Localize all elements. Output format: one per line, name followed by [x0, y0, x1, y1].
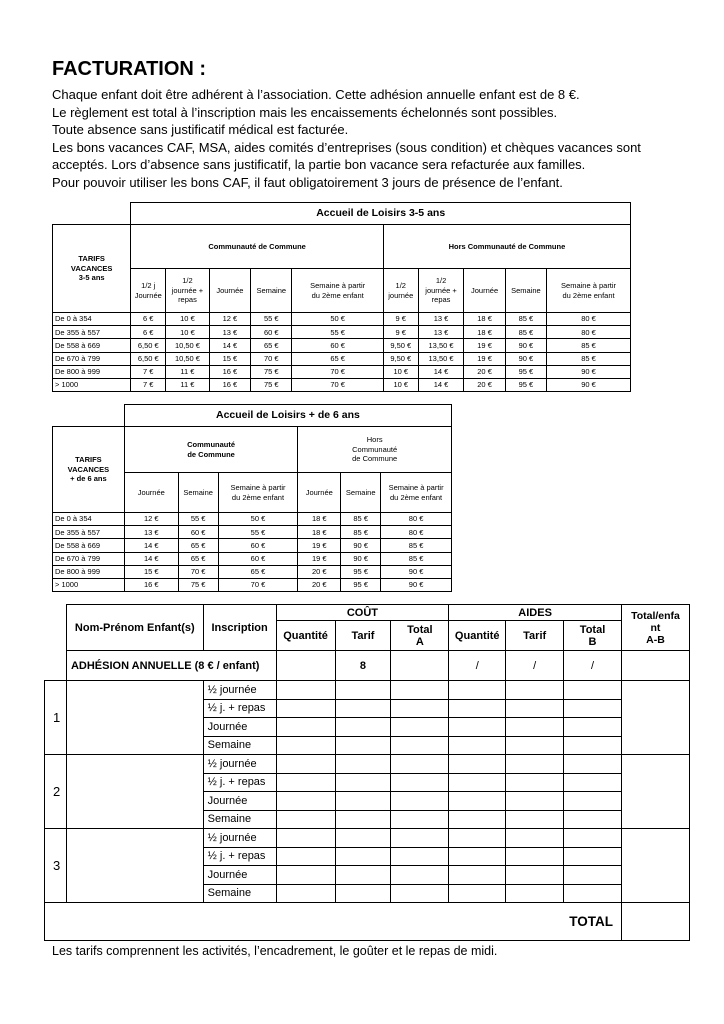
aides-quantite-field[interactable]	[449, 681, 506, 700]
table-cell: 10 €	[383, 378, 418, 391]
table-cell: 19 €	[464, 352, 505, 365]
group-header-communaute: Communauté de Commune	[131, 225, 384, 269]
table-cell: 9 €	[383, 313, 418, 326]
table-cell: 75 €	[178, 578, 218, 591]
table-cell: 70 €	[178, 565, 218, 578]
table-cell: 80 €	[381, 513, 452, 526]
cout-quantite-field[interactable]	[276, 810, 335, 829]
table-cell: 12 €	[124, 513, 178, 526]
adhesion-total-enfant-field[interactable]	[621, 651, 689, 681]
table-row	[53, 526, 452, 539]
header-tarif: Tarif	[335, 621, 391, 651]
inscription-option: ½ j. + repas	[203, 847, 276, 866]
table-row	[53, 352, 631, 365]
child-option-row	[45, 755, 690, 774]
cout-total-a-field[interactable]	[391, 699, 449, 718]
inscription-option: Semaine	[203, 810, 276, 829]
table-cell: 10 €	[166, 326, 210, 339]
income-bracket: De 558 à 669	[53, 539, 125, 552]
table-cell: 9,50 €	[383, 352, 418, 365]
inscription-option: Journée	[203, 866, 276, 885]
table-body	[53, 313, 631, 392]
column-header: 1/2 j Journée	[131, 269, 166, 313]
table-cell: 18 €	[298, 513, 341, 526]
table-cell: 85 €	[381, 539, 452, 552]
aides-quantite-field[interactable]	[449, 718, 506, 737]
table-cell: 13,50 €	[418, 352, 464, 365]
aides-tarif-field[interactable]	[506, 792, 564, 811]
table-row	[53, 365, 631, 378]
cout-quantite-field[interactable]	[276, 829, 335, 848]
child-number: 3	[45, 829, 67, 903]
table-cell: 19 €	[298, 539, 341, 552]
cout-quantite-field[interactable]	[276, 681, 335, 700]
cout-quantite-field[interactable]	[276, 866, 335, 885]
inscription-option: ½ journée	[203, 755, 276, 774]
table-body	[53, 513, 452, 592]
cout-tarif-field[interactable]	[335, 718, 391, 737]
cout-tarif-field[interactable]	[335, 755, 391, 774]
header-nom-prenom: Nom-Prénom Enfant(s)	[66, 605, 203, 651]
aides-quantite-field[interactable]	[449, 773, 506, 792]
table-cell: 95 €	[505, 378, 546, 391]
inscription-option: ½ j. + repas	[203, 699, 276, 718]
table-cell: 90 €	[381, 565, 452, 578]
income-bracket: > 1000	[53, 578, 125, 591]
header-aides: AIDES	[449, 605, 622, 621]
table-cell: 14 €	[124, 539, 178, 552]
table-cell: 10,50 €	[166, 339, 210, 352]
adhesion-slash: /	[564, 651, 622, 681]
aides-quantite-field[interactable]	[449, 736, 506, 755]
aides-total-b-field[interactable]	[564, 847, 622, 866]
table-cell: 90 €	[381, 578, 452, 591]
footer-note: Les tarifs comprennent les activités, l’encadrement, le goûter et le repas de midi.	[52, 944, 498, 958]
aides-total-b-field[interactable]	[564, 773, 622, 792]
table-cell: 50 €	[218, 513, 298, 526]
table-cell: 13 €	[209, 326, 250, 339]
table-cell: 14 €	[418, 365, 464, 378]
income-bracket: De 558 à 669	[53, 339, 131, 352]
aides-tarif-field[interactable]	[506, 829, 564, 848]
intro-line: Toute absence sans justificatif médical est facturée.	[52, 122, 349, 137]
table-title: Accueil de Loisirs 3-5 ans	[131, 203, 631, 225]
header-total-b: Total B	[564, 621, 622, 651]
table-cell: 75 €	[251, 365, 292, 378]
table-cell: 90 €	[505, 339, 546, 352]
table-cell: 85 €	[547, 352, 631, 365]
table-cell: 16 €	[124, 578, 178, 591]
child-name-field[interactable]	[66, 681, 203, 755]
cout-quantite-field[interactable]	[276, 773, 335, 792]
adhesion-label: ADHÉSION ANNUELLE (8 € / enfant)	[66, 651, 276, 681]
side-label: TARIFS VACANCES + de 6 ans	[53, 427, 125, 513]
table-cell: 18 €	[464, 326, 505, 339]
table-cell: 85 €	[381, 552, 452, 565]
cout-total-a-field[interactable]	[391, 755, 449, 774]
aides-total-b-field[interactable]	[564, 829, 622, 848]
aides-total-b-field[interactable]	[564, 755, 622, 774]
table-cell: 55 €	[292, 326, 383, 339]
table-cell: 16 €	[209, 365, 250, 378]
aides-total-b-field[interactable]	[564, 884, 622, 903]
table-cell: 55 €	[251, 313, 292, 326]
intro-line: acceptés. Lors d’absence sans justificatif, la partie bon vacance sera refacturée aux familles.	[52, 157, 586, 172]
adhesion-row	[45, 651, 690, 681]
table-cell: 80 €	[547, 326, 631, 339]
income-bracket: De 670 à 799	[53, 352, 131, 365]
cout-total-a-field[interactable]	[391, 829, 449, 848]
inscription-option: Journée	[203, 792, 276, 811]
cout-tarif-field[interactable]	[335, 829, 391, 848]
cout-quantite-field[interactable]	[276, 755, 335, 774]
column-header: Semaine	[251, 269, 292, 313]
table-cell: 10 €	[383, 365, 418, 378]
child-number: 2	[45, 755, 67, 829]
table-cell: 90 €	[341, 539, 381, 552]
table-cell: 18 €	[298, 526, 341, 539]
column-header-row	[53, 269, 631, 313]
tarif-table-plus-de-6-ans	[52, 404, 452, 592]
cout-total-a-field[interactable]	[391, 773, 449, 792]
table-cell: 6,50 €	[131, 352, 166, 365]
column-header: Journée	[209, 269, 250, 313]
table-cell: 55 €	[218, 526, 298, 539]
table-cell: 6 €	[131, 326, 166, 339]
cout-total-a-field[interactable]	[391, 884, 449, 903]
intro-line: Les bons vacances CAF, MSA, aides comités d’entreprises (sous condition) et chèques vacances sont	[52, 139, 641, 155]
intro-line: Le règlement est total à l’inscription mais les encaissements échelonnés sont possibles.	[52, 104, 558, 120]
cout-total-a-field[interactable]	[391, 718, 449, 737]
column-header: Semaine à partir du 2ème enfant	[547, 269, 631, 313]
header-quantite: Quantité	[276, 621, 335, 651]
aides-tarif-field[interactable]	[506, 866, 564, 885]
table-row	[53, 578, 452, 591]
table-row	[53, 339, 631, 352]
table-cell: 60 €	[251, 326, 292, 339]
table-cell: 13 €	[418, 313, 464, 326]
income-bracket: De 800 à 999	[53, 565, 125, 578]
aides-total-b-field[interactable]	[564, 699, 622, 718]
child-number: 1	[45, 681, 67, 755]
table-cell: 70 €	[292, 378, 383, 391]
table-cell: 18 €	[464, 313, 505, 326]
table-cell: 9 €	[383, 326, 418, 339]
inscription-option: ½ journée	[203, 681, 276, 700]
table-cell: 90 €	[341, 552, 381, 565]
aides-total-b-field[interactable]	[564, 718, 622, 737]
income-bracket: De 670 à 799	[53, 552, 125, 565]
table-cell: 7 €	[131, 378, 166, 391]
aides-quantite-field[interactable]	[449, 847, 506, 866]
intro-paragraph	[52, 86, 692, 191]
table-cell: 95 €	[505, 365, 546, 378]
income-bracket: De 355 à 557	[53, 526, 125, 539]
cout-total-a-field[interactable]	[391, 847, 449, 866]
header-tarif: Tarif	[506, 621, 564, 651]
table-cell: 13,50 €	[418, 339, 464, 352]
column-header: 1/2 journée	[383, 269, 418, 313]
child-option-row	[45, 829, 690, 848]
aides-tarif-field[interactable]	[506, 810, 564, 829]
table-cell: 20 €	[464, 378, 505, 391]
child-total-field[interactable]	[621, 681, 689, 755]
adhesion-slash: /	[449, 651, 506, 681]
table-row	[53, 552, 452, 565]
table-cell: 13 €	[124, 526, 178, 539]
table-cell: 65 €	[178, 552, 218, 565]
table-cell: 90 €	[505, 352, 546, 365]
child-option-row	[45, 681, 690, 700]
table-cell: 70 €	[218, 578, 298, 591]
table-row	[53, 513, 452, 526]
table-cell: 85 €	[341, 526, 381, 539]
group-header-communaute: Communauté de Commune	[124, 427, 298, 473]
aides-total-b-field[interactable]	[564, 681, 622, 700]
aides-tarif-field[interactable]	[506, 718, 564, 737]
table-cell: 19 €	[464, 339, 505, 352]
table-cell: 65 €	[218, 565, 298, 578]
table-cell: 14 €	[418, 378, 464, 391]
income-bracket: De 800 à 999	[53, 365, 131, 378]
adhesion-slash: /	[506, 651, 564, 681]
table-row	[53, 326, 631, 339]
inscription-option: ½ j. + repas	[203, 773, 276, 792]
aides-quantite-field[interactable]	[449, 755, 506, 774]
child-name-field[interactable]	[66, 829, 203, 903]
table-cell: 85 €	[341, 513, 381, 526]
child-total-field[interactable]	[621, 755, 689, 829]
table-cell: 75 €	[251, 378, 292, 391]
table-cell: 12 €	[209, 313, 250, 326]
cout-quantite-field[interactable]	[276, 847, 335, 866]
intro-line: Pour pouvoir utiliser les bons CAF, il faut obligatoirement 3 jours de présence de l’enfant.	[52, 174, 563, 190]
cout-total-a-field[interactable]	[391, 736, 449, 755]
cout-quantite-field[interactable]	[276, 792, 335, 811]
group-header-hors-communaute: Hors Communauté de Commune	[383, 225, 630, 269]
children-rows	[45, 681, 690, 903]
header-inscription: Inscription	[203, 605, 276, 651]
aides-tarif-field[interactable]	[506, 773, 564, 792]
aides-total-b-field[interactable]	[564, 792, 622, 811]
column-header: 1/2 journée + repas	[166, 269, 210, 313]
page-title: FACTURATION :	[52, 58, 207, 80]
adhesion-quantite-field[interactable]	[276, 651, 335, 681]
aides-total-b-field[interactable]	[564, 810, 622, 829]
total-label: TOTAL	[45, 903, 622, 941]
column-header: Semaine	[505, 269, 546, 313]
table-cell: 6 €	[131, 313, 166, 326]
table-cell: 60 €	[218, 552, 298, 565]
column-header: Semaine	[341, 473, 381, 513]
cout-quantite-field[interactable]	[276, 736, 335, 755]
table-cell: 65 €	[292, 352, 383, 365]
side-label: TARIFS VACANCES 3-5 ans	[53, 225, 131, 313]
table-cell: 60 €	[218, 539, 298, 552]
income-bracket: De 355 à 557	[53, 326, 131, 339]
table-cell: 14 €	[124, 552, 178, 565]
cout-tarif-field[interactable]	[335, 681, 391, 700]
aides-tarif-field[interactable]	[506, 681, 564, 700]
table-cell: 85 €	[505, 326, 546, 339]
cout-tarif-field[interactable]	[335, 736, 391, 755]
cout-total-a-field[interactable]	[391, 681, 449, 700]
cout-quantite-field[interactable]	[276, 718, 335, 737]
table-cell: 70 €	[292, 365, 383, 378]
cout-total-a-field[interactable]	[391, 866, 449, 885]
aides-total-b-field[interactable]	[564, 866, 622, 885]
aides-quantite-field[interactable]	[449, 792, 506, 811]
table-row	[53, 539, 452, 552]
aides-tarif-field[interactable]	[506, 884, 564, 903]
aides-quantite-field[interactable]	[449, 866, 506, 885]
table-cell: 15 €	[124, 565, 178, 578]
aides-quantite-field[interactable]	[449, 699, 506, 718]
group-header-hors-communaute: Hors Communauté de Commune	[298, 427, 452, 473]
table-cell: 95 €	[341, 565, 381, 578]
aides-tarif-field[interactable]	[506, 755, 564, 774]
header-total-enfant: Total/enfa nt A-B	[621, 605, 689, 651]
header-quantite: Quantité	[449, 621, 506, 651]
table-cell: 80 €	[381, 526, 452, 539]
cout-quantite-field[interactable]	[276, 699, 335, 718]
table-cell: 14 €	[209, 339, 250, 352]
table-cell: 9,50 €	[383, 339, 418, 352]
table-cell: 85 €	[505, 313, 546, 326]
table-cell: 11 €	[166, 365, 210, 378]
adhesion-total-a-field[interactable]	[391, 651, 449, 681]
column-header: 1/2 journée + repas	[418, 269, 464, 313]
aides-quantite-field[interactable]	[449, 884, 506, 903]
table-cell: 65 €	[178, 539, 218, 552]
table-cell: 10 €	[166, 313, 210, 326]
table-cell: 60 €	[292, 339, 383, 352]
column-header: Semaine	[178, 473, 218, 513]
cout-tarif-field[interactable]	[335, 792, 391, 811]
cout-tarif-field[interactable]	[335, 866, 391, 885]
table-cell: 20 €	[298, 578, 341, 591]
table-cell: 11 €	[166, 378, 210, 391]
column-header: Semaine à partir du 2ème enfant	[381, 473, 452, 513]
cout-tarif-field[interactable]	[335, 847, 391, 866]
table-cell: 90 €	[547, 365, 631, 378]
table-cell: 20 €	[464, 365, 505, 378]
cout-quantite-field[interactable]	[276, 884, 335, 903]
table-cell: 60 €	[178, 526, 218, 539]
cout-tarif-field[interactable]	[335, 810, 391, 829]
table-cell: 50 €	[292, 313, 383, 326]
table-cell: 20 €	[298, 565, 341, 578]
table-cell: 95 €	[341, 578, 381, 591]
header-total-a: Total A	[391, 621, 449, 651]
inscription-option: Semaine	[203, 736, 276, 755]
cout-tarif-field[interactable]	[335, 884, 391, 903]
aides-tarif-field[interactable]	[506, 699, 564, 718]
aides-tarif-field[interactable]	[506, 736, 564, 755]
child-total-field[interactable]	[621, 829, 689, 903]
table-row	[53, 378, 631, 391]
grand-total-field[interactable]	[621, 903, 689, 941]
table-cell: 6,50 €	[131, 339, 166, 352]
table-cell: 7 €	[131, 365, 166, 378]
table-cell: 65 €	[251, 339, 292, 352]
intro-line: Chaque enfant doit être adhérent à l’association. Cette adhésion annuelle enfant est de 8 €.	[52, 87, 580, 102]
column-header: Journée	[464, 269, 505, 313]
inscription-option: Semaine	[203, 884, 276, 903]
aides-total-b-field[interactable]	[564, 736, 622, 755]
inscription-option: ½ journée	[203, 829, 276, 848]
table-cell: 85 €	[547, 339, 631, 352]
tarif-table-3-5-ans	[52, 202, 631, 392]
income-bracket: De 0 à 354	[53, 513, 125, 526]
header-cout: COÛT	[276, 605, 449, 621]
aides-quantite-field[interactable]	[449, 810, 506, 829]
table-cell: 15 €	[209, 352, 250, 365]
aides-tarif-field[interactable]	[506, 847, 564, 866]
aides-quantite-field[interactable]	[449, 829, 506, 848]
table-cell: 80 €	[547, 313, 631, 326]
column-header: Journée	[298, 473, 341, 513]
total-row	[45, 903, 690, 941]
table-title: Accueil de Loisirs + de 6 ans	[124, 405, 451, 427]
inscription-option: Journée	[203, 718, 276, 737]
column-header: Semaine à partir du 2ème enfant	[218, 473, 298, 513]
income-bracket: De 0 à 354	[53, 313, 131, 326]
table-row	[53, 313, 631, 326]
cout-total-a-field[interactable]	[391, 792, 449, 811]
cout-tarif-field[interactable]	[335, 773, 391, 792]
table-cell: 19 €	[298, 552, 341, 565]
column-header: Journée	[124, 473, 178, 513]
table-cell: 90 €	[547, 378, 631, 391]
billing-table	[44, 604, 690, 941]
table-cell: 13 €	[418, 326, 464, 339]
column-header: Semaine à partir du 2ème enfant	[292, 269, 383, 313]
cout-total-a-field[interactable]	[391, 810, 449, 829]
adhesion-tarif: 8	[335, 651, 391, 681]
table-cell: 10,50 €	[166, 352, 210, 365]
income-bracket: > 1000	[53, 378, 131, 391]
child-name-field[interactable]	[66, 755, 203, 829]
table-cell: 16 €	[209, 378, 250, 391]
table-cell: 70 €	[251, 352, 292, 365]
table-row	[53, 565, 452, 578]
cout-tarif-field[interactable]	[335, 699, 391, 718]
table-cell: 55 €	[178, 513, 218, 526]
